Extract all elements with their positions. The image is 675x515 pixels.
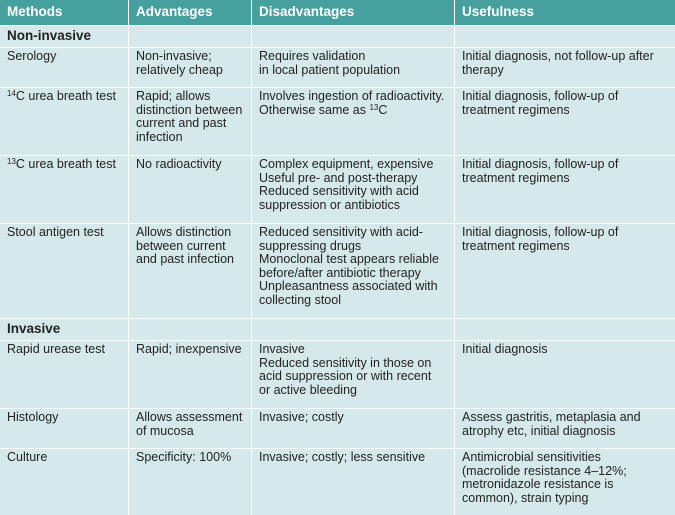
table-row xyxy=(0,448,675,515)
row-divider xyxy=(0,47,675,48)
advantages-cell: Non-invasive; relatively cheap xyxy=(136,49,223,77)
column-divider xyxy=(128,0,129,515)
table-row xyxy=(0,155,675,223)
advantages-cell: Rapid; inexpensive xyxy=(136,342,242,356)
disadvantages-cell: Requires validation in local patient population xyxy=(259,49,401,77)
table-header-row xyxy=(0,0,675,25)
advantages-cell: Allows distinction between current and past infection xyxy=(136,225,234,267)
usefulness-cell: Assess gastritis, metaplasia and atrophy etc, initial diagnosis xyxy=(462,410,641,438)
section-label-invasive: Invasive xyxy=(7,321,61,336)
section-label-non-invasive: Non-invasive xyxy=(7,28,92,43)
section-row-invasive xyxy=(0,318,675,340)
row-divider xyxy=(0,25,675,26)
column-divider xyxy=(454,0,455,515)
row-divider xyxy=(0,87,675,88)
advantages-cell: Allows assessment of mucosa xyxy=(136,410,243,438)
row-divider xyxy=(0,318,675,319)
header-usefulness: Usefulness xyxy=(462,4,535,19)
disadvantages-line: Involves ingestion of radioactivity. xyxy=(259,89,445,103)
isotope-superscript: 13 xyxy=(7,157,16,166)
table-row xyxy=(0,340,675,408)
row-divider xyxy=(0,340,675,341)
disadvantages-cell xyxy=(252,87,455,155)
header-methods: Methods xyxy=(7,4,63,19)
disadvantages-cell: Reduced sensitivity with acid- suppressing drugs Monoclonal test appears reliable before/after antibiotic therapy Unpleasantness associated with collecting stool xyxy=(259,225,439,307)
disadvantages-line-end: C xyxy=(378,102,388,117)
isotope-superscript: 14 xyxy=(7,89,16,98)
table-row xyxy=(0,223,675,318)
row-divider xyxy=(0,155,675,156)
isotope-superscript: 13 xyxy=(369,102,379,112)
disadvantages-cell: Invasive Reduced sensitivity in those on acid suppression or with recent or active bleeding xyxy=(259,342,432,397)
usefulness-cell: Initial diagnosis, not follow-up after therapy xyxy=(462,49,654,77)
row-divider xyxy=(0,223,675,224)
advantages-cell: No radioactivity xyxy=(136,157,222,171)
method-text: C urea breath test xyxy=(15,157,116,171)
header-disadvantages: Disadvantages xyxy=(259,4,355,19)
method-cell: Histology xyxy=(7,410,59,424)
usefulness-cell: Antimicrobial sensitivities (macrolide resistance 4–12%; metronidazole resistance is common), strain typing xyxy=(462,450,627,505)
method-cell: Culture xyxy=(7,450,48,464)
row-divider xyxy=(0,408,675,409)
method-cell: Stool antigen test xyxy=(7,225,104,239)
usefulness-cell: Initial diagnosis, follow-up of treatment regimens xyxy=(462,157,619,185)
table-row xyxy=(0,47,675,87)
advantages-cell: Rapid; allows distinction between current and past infection xyxy=(136,89,243,144)
method-cell: Rapid urease test xyxy=(7,342,105,356)
method-cell xyxy=(0,87,129,155)
usefulness-cell: Initial diagnosis, follow-up of treatment regimens xyxy=(462,225,619,253)
disadvantages-cell: Invasive; costly xyxy=(259,410,344,424)
disadvantages-cell: Complex equipment, expensive Useful pre- and post-therapy Reduced sensitivity with acid suppression or antibiotics xyxy=(259,157,434,212)
usefulness-cell: Initial diagnosis xyxy=(462,342,548,356)
usefulness-cell: Initial diagnosis, follow-up of treatment regimens xyxy=(462,89,619,117)
section-row-non-invasive xyxy=(0,25,675,47)
method-text: C urea breath test xyxy=(15,89,116,103)
disadvantages-cell: Invasive; costly; less sensitive xyxy=(259,450,426,464)
method-cell xyxy=(0,155,129,223)
table-row xyxy=(0,87,675,155)
header-advantages: Advantages xyxy=(136,4,213,19)
column-divider xyxy=(251,0,252,515)
disadvantages-line: Otherwise same as xyxy=(259,102,370,117)
method-cell: Serology xyxy=(7,49,57,63)
advantages-cell: Specificity: 100% xyxy=(136,450,232,464)
table-row xyxy=(0,408,675,448)
row-divider xyxy=(0,448,675,449)
